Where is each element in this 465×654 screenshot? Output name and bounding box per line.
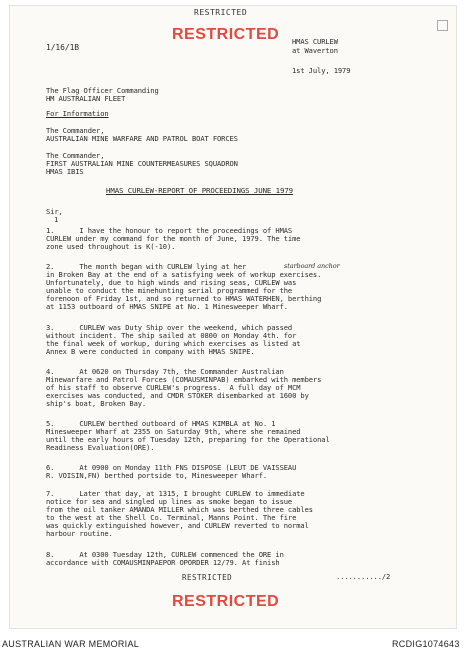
paragraph-line: to the west at the Shell Co. Terminal, Manns Point. The fire bbox=[46, 513, 297, 522]
cc1-line-2: AUSTRALIAN MINE WARFARE AND PATROL BOAT FORCES bbox=[46, 134, 238, 143]
classification-footer-small: RESTRICTED bbox=[182, 573, 233, 582]
paragraph-line: notice for sea and singled up lines as smoke began to issue bbox=[46, 497, 293, 506]
handwritten-insert: starboard anchor bbox=[284, 262, 340, 270]
paragraph-line: until the early hours of Tuesday 12th, preparing for the Operational bbox=[46, 435, 330, 444]
paragraph-line: 8. At 0300 Tuesday 12th, CURLEW commenced the ORE in bbox=[46, 550, 284, 559]
paragraph-line: Unfortunately, due to high winds and rising seas, CURLEW was bbox=[46, 278, 297, 287]
paragraph-line: unable to conduct the minehunting serial programmed for the bbox=[46, 286, 293, 295]
paragraph-line: was quickly extinguished however, and CURLEW reverted to normal bbox=[46, 521, 309, 530]
paragraph-line: CURLEW under my command for the month of June, 1979. The time bbox=[46, 234, 301, 243]
corner-checkbox-mark bbox=[437, 20, 448, 31]
paragraph-line: in Broken Bay at the end of a satisfying week of workup exercises. bbox=[46, 270, 322, 279]
document-page bbox=[10, 6, 456, 628]
info-label: For Information bbox=[46, 109, 109, 118]
report-title: HMAS CURLEW-REPORT OF PROCEEDINGS JUNE 1979 bbox=[106, 186, 294, 195]
page-continuation: .........../2 bbox=[336, 572, 391, 581]
paragraph-line: Readiness Evaluation(ORE). bbox=[46, 443, 155, 452]
cc1-line-1: The Commander, bbox=[46, 126, 105, 135]
paragraph-line: 6. At 0900 on Monday 11th FNS DISPOSE (LEUT DE VAISSEAU bbox=[46, 463, 297, 472]
addressee-line-2: HM AUSTRALIAN FLEET bbox=[46, 94, 126, 103]
paragraph-line: 2. The month began with CURLEW lying at her bbox=[46, 262, 247, 271]
paragraph-line: 7. Later that day, at 1315, I brought CURLEW to immediate bbox=[46, 489, 305, 498]
ship-location: at Waverton bbox=[292, 46, 338, 55]
cc2-line-1: The Commander, bbox=[46, 151, 105, 160]
addressee-line-1: The Flag Officer Commanding bbox=[46, 86, 159, 95]
section-mark: 1 bbox=[54, 215, 59, 224]
cc2-line-3: HMAS IBIS bbox=[46, 167, 84, 176]
salutation: Sir, bbox=[46, 207, 63, 216]
paragraph-line: zone used throughout is K(-10). bbox=[46, 242, 176, 251]
archive-caption-left: AUSTRALIAN WAR MEMORIAL bbox=[2, 639, 140, 649]
paragraph-line: ship's boat, Broken Bay. bbox=[46, 399, 147, 408]
paragraph-line: accordance with COMAUSMINPAEPOR OPORDER 12/79. At finish bbox=[46, 558, 280, 567]
paragraph-line: R. VOISIN,FN) berthed portside to, Minesweeper Wharf. bbox=[46, 471, 268, 480]
classification-header-small: RESTRICTED bbox=[194, 8, 248, 17]
archive-caption-right: RCDIG1074643 bbox=[392, 639, 460, 649]
paragraph-line: forenoon of Friday 1st, and so returned to HMAS WATERHEN, berthing bbox=[46, 294, 322, 303]
paragraph-line: exercises was conducted, and CMDR STOKER disembarked at 1600 by bbox=[46, 391, 309, 400]
paragraph-line: at 1153 outboard of HMAS SNIPE at No. 1 Minesweeper Wharf. bbox=[46, 302, 288, 311]
paragraph-line: the final week of workup, during which exercises as listed at bbox=[46, 339, 301, 348]
paragraph-line: harbour routine. bbox=[46, 529, 113, 538]
paragraph-line: 5. CURLEW berthed outboard of HMAS KIMBLA at No. 1 bbox=[46, 419, 276, 428]
paragraph-line: 1. I have the honour to report the proceedings of HMAS bbox=[46, 226, 293, 235]
classification-footer-stamp: RESTRICTED bbox=[172, 593, 280, 610]
paragraph-line: 3. CURLEW was Duty Ship over the weekend, which passed bbox=[46, 323, 293, 332]
paragraph-line: Minesweeper Wharf at 2355 on Saturday 9th, where she remained bbox=[46, 427, 301, 436]
paragraph-line: Annex B were conducted in company with HMAS SNIPE. bbox=[46, 347, 255, 356]
classification-header-stamp: RESTRICTED bbox=[172, 26, 280, 43]
paragraph-line: without incident. The ship sailed at 0800 on Monday 4th. for bbox=[46, 331, 297, 340]
ship-name: HMAS CURLEW bbox=[292, 37, 338, 46]
paragraph-line: Minewarfare and Patrol Forces (COMAUSMINPAB) embarked with members bbox=[46, 375, 322, 384]
paragraph-line: 4. At 0620 on Thursday 7th, the Commander Australian bbox=[46, 367, 284, 376]
file-reference: 1/16/1B bbox=[46, 43, 80, 52]
paragraph-line: of his staff to observe CURLEW's progress. A full day of MCM bbox=[46, 383, 301, 392]
paragraph-line: from the oil tanker AMANDA MILLER which was berthed three cables bbox=[46, 505, 313, 514]
letter-date: 1st July, 1979 bbox=[292, 66, 351, 75]
cc2-line-2: FIRST AUSTRALIAN MINE COUNTERMEASURES SQUADRON bbox=[46, 159, 238, 168]
